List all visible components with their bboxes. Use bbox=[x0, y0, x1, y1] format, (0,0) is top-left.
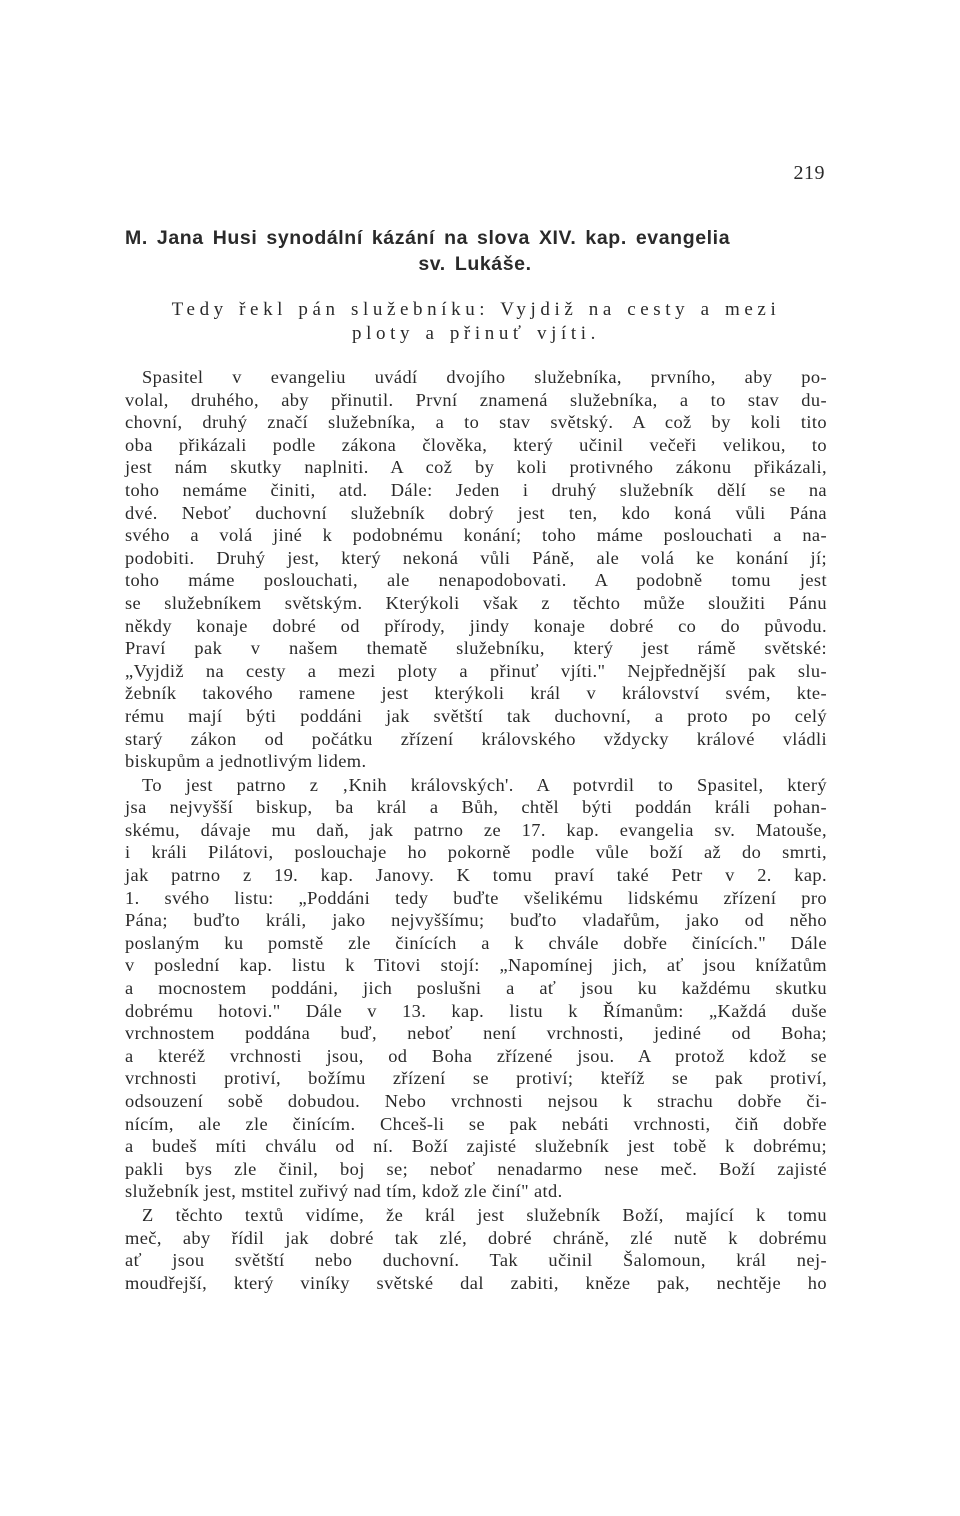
text-line: meč, aby řídil jak dobré tak zlé, dobré chráně, zlé nutě k dobrému bbox=[125, 1227, 827, 1248]
text-line: podobiti. Druhý jest, který nekoná vůli Páně, ale volá ke konání jí; bbox=[125, 547, 827, 568]
text-line: služebník jest, mstitel zuřivý nad tím, kdož zle činí" atd. bbox=[125, 1181, 563, 1202]
text-line: jak patrno z 19. kap. Janovy. K tomu praví také Petr v 2. kap. bbox=[125, 865, 827, 886]
text-line: pakli bys zle činil, boj se; neboť nenadarmo nese meč. Boží zajisté bbox=[125, 1158, 827, 1179]
text-line: poslaným ku pomstě zle činících a k chvále dobře činících." Dále bbox=[125, 932, 827, 953]
text-line: svého a volá jiné k podobnému konání; toho máme poslouchati a na- bbox=[125, 525, 827, 546]
text-line: dvé. Neboť duchovní služebník dobrý jest ten, kdo koná vůli Pána bbox=[125, 502, 827, 523]
page-number: 219 bbox=[793, 162, 825, 184]
chapter-title-line-2: sv. Lukáše. bbox=[418, 253, 532, 275]
text-line: a kteréž vrchnosti jsou, od Boha zřízené jsou. A protož kdož se bbox=[125, 1045, 827, 1066]
motto-line-1: Tedy řekl pán služebníku: Vyjdiž na cesty a mezi bbox=[171, 299, 781, 320]
text-line: v poslední kap. listu k Titovi stojí: „Napomínej jich, ať jsou knížatům bbox=[125, 955, 827, 976]
chapter-title bbox=[125, 225, 825, 277]
text-line: Spasitel v evangeliu uvádí dvojího služebníka, prvního, aby po- bbox=[142, 367, 827, 387]
text-line: i králi Pilátovi, poslouchaje ho pokorně podle vůle boží až do smrti, bbox=[125, 842, 827, 863]
chapter-title-line-1: M. Jana Husi synodální kázání na slova XIV. kap. evangelia bbox=[125, 227, 731, 249]
text-line: dobrému hotovi." Dále v 13. kap. listu k Římanům: „Každá duše bbox=[125, 1000, 827, 1021]
text-line: starý zákon od počátku zřízení královského vždycky králové vládli bbox=[125, 728, 827, 749]
text-line: žebník takového ramene jest kterýkoli král v království svém, kte- bbox=[125, 683, 827, 704]
text-line: a budeš míti chválu od ní. Boží zajisté služebník jest tobě k dobrému; bbox=[125, 1136, 827, 1157]
text-line: se služebníkem světským. Kterýkoli však z těchto může sloužiti Pánu bbox=[125, 592, 827, 613]
text-line: odsouzení sobě dobudou. Nebo vrchnosti nejsou k strachu dobře či- bbox=[125, 1091, 827, 1111]
motto-line-2: ploty a přinuť vjíti. bbox=[352, 323, 600, 344]
text-line: Z těchto textů vidíme, že král jest služebník Boží, mající k tomu bbox=[142, 1204, 827, 1225]
text-line: biskupům a jednotlivým lidem. bbox=[125, 751, 367, 772]
text-line: 1. svého listu: „Poddáni tedy buďte všelikému lidskému zřízení pro bbox=[125, 887, 827, 908]
text-line: jsa nejvyšší biskup, ba král a Bůh, chtěl býti poddán králi pohan- bbox=[125, 797, 827, 818]
text-line: „Vyjdiž na cesty a mezi ploty a přinuť vjíti." Nejpřednější pak slu- bbox=[125, 660, 827, 681]
text-line: jest nám skutky naplniti. A což by koli protivného zákonu přikázali, bbox=[125, 457, 827, 478]
text-line: vrchnosti protiví, božímu zřízení se protiví; kteříž se pak protiví, bbox=[125, 1068, 827, 1089]
text-line: volal, druhého, aby přinutil. První znamená služebníka, a to stav du- bbox=[125, 389, 827, 410]
text-line: nícím, ale zle činícím. Chceš-li se pak nebáti vrchnosti, čiň dobře bbox=[125, 1113, 827, 1134]
text-line: a mocnostem poddáni, jich poslušni a ať jsou ku každému skutku bbox=[125, 978, 827, 999]
paragraph bbox=[125, 774, 827, 1203]
text-line: rému mají býti poddáni jak světští tak duchovní, a proto po celý bbox=[125, 705, 827, 726]
text-line: moudřejší, který viníky světské dal zabiti, kněze pak, nechtěje ho bbox=[125, 1272, 827, 1293]
body-text bbox=[125, 366, 827, 1294]
text-line: toho nemáme činiti, atd. Dále: Jeden i druhý služebník dělí se na bbox=[125, 479, 827, 500]
text-line: ať jsou světští nebo duchovní. Tak učinil Šalomoun, král nej- bbox=[125, 1250, 827, 1271]
text-line: Praví pak v našem thematě služebníku, který jest rámě světské: bbox=[125, 638, 827, 659]
motto bbox=[125, 298, 827, 346]
text-line: skému, dávaje mu daň, jak patrno ze 17. kap. evangelia sv. Matouše, bbox=[125, 819, 827, 840]
text-line: chovní, druhý značí služebníka, a to stav světský. A což by koli tito bbox=[125, 412, 827, 433]
text-line: To jest patrno z ‚Knih královských'. A potvrdil to Spasitel, který bbox=[142, 774, 827, 795]
text-line: vrchnostem poddána buď, neboť není vrchnosti, jediné od Boha; bbox=[125, 1023, 827, 1044]
paragraph bbox=[125, 1204, 827, 1294]
text-line: toho máme poslouchati, ale nenapodobovati. A podobně tomu jest bbox=[125, 570, 827, 591]
text-line: Pána; buďto králi, jako nejvyššímu; buďto vladařům, jako od něho bbox=[125, 910, 827, 931]
paragraph bbox=[125, 366, 827, 773]
text-line: oba přikázali podle zákona člověka, který učinil večeři velikou, to bbox=[125, 434, 827, 455]
text-line: někdy konaje dobré od přírody, jindy konaje dobré co do původu. bbox=[125, 615, 827, 636]
